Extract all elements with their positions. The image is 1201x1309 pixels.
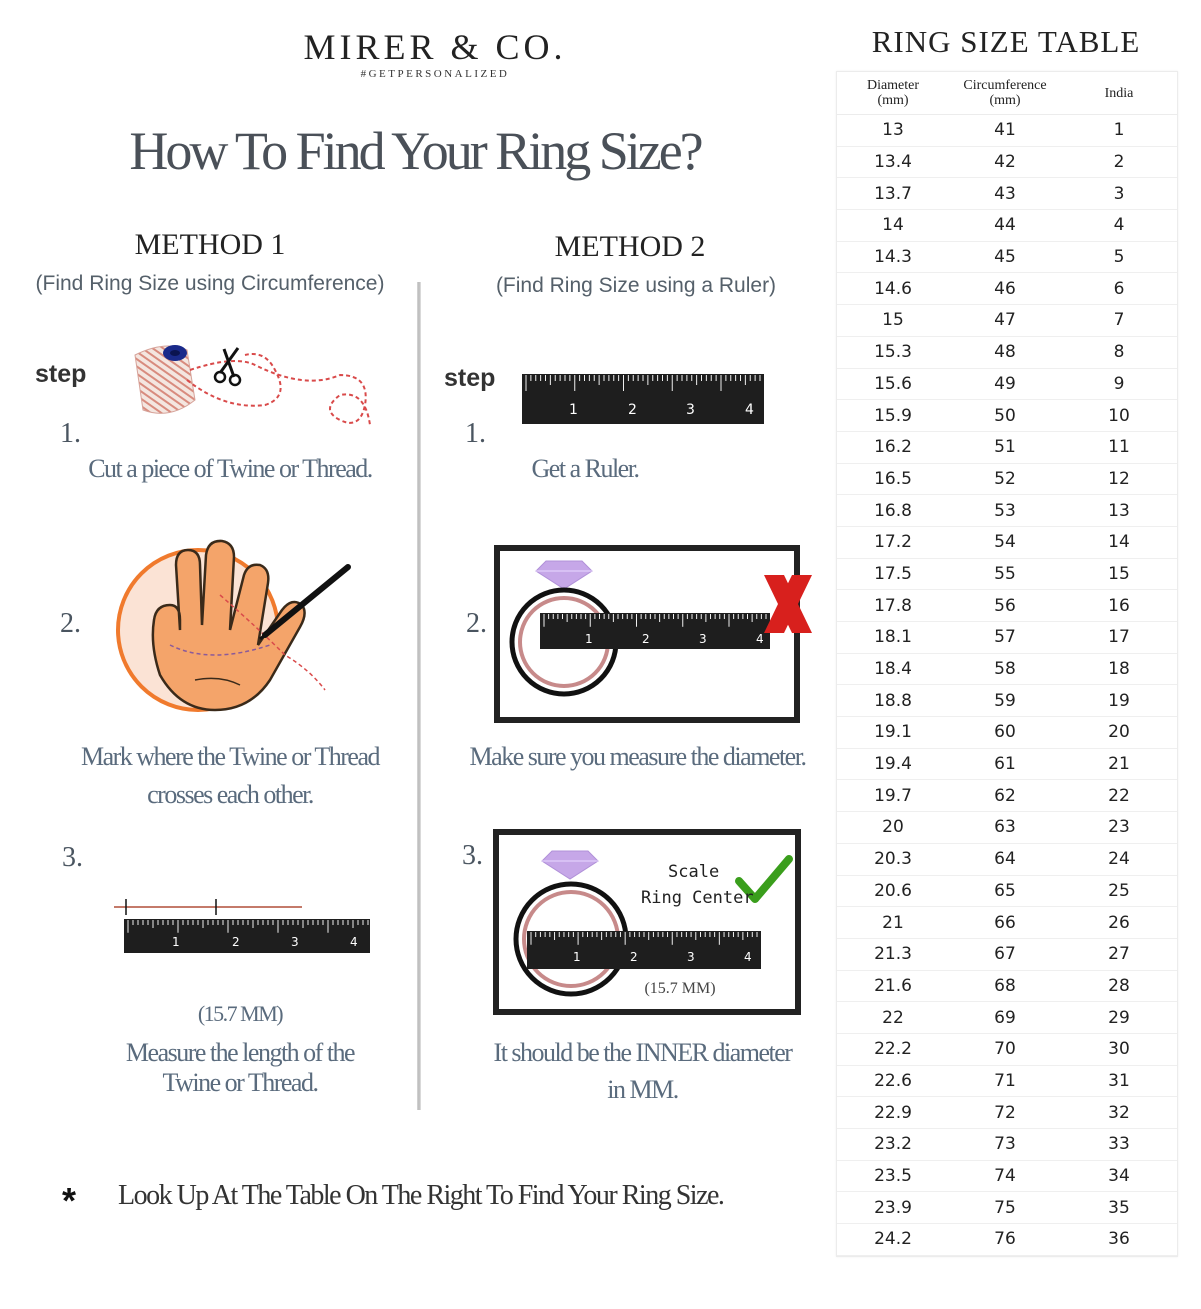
table-row (837, 463, 1177, 495)
cell-india: 3 (1061, 178, 1177, 210)
ruler-c-number-1: 1 (585, 632, 593, 646)
cell-diameter: 22.6 (837, 1065, 949, 1097)
page-title: How To Find Your Ring Size? (129, 121, 701, 181)
table-row (837, 210, 1177, 242)
table-row (837, 1224, 1177, 1256)
cell-diameter: 14.6 (837, 273, 949, 305)
ring-size-table-title: RING SIZE TABLE (871, 24, 1141, 59)
cell-diameter: 15.6 (837, 368, 949, 400)
method1-step3-measure: (15.7 MM) (197, 1001, 283, 1026)
cell-india: 17 (1061, 622, 1177, 654)
method2-step1-number: 1. (465, 418, 486, 449)
cell-india: 22 (1061, 780, 1177, 812)
cell-diameter: 23.9 (837, 1192, 949, 1224)
method1-title: METHOD 1 (134, 228, 286, 261)
cell-circumference: 57 (949, 622, 1061, 654)
cell-circumference: 44 (949, 210, 1061, 242)
table-row (837, 1002, 1177, 1034)
cell-circumference: 49 (949, 368, 1061, 400)
ruler-c-number-4: 4 (756, 632, 764, 646)
brand-name: MIRER & CO. (303, 27, 567, 67)
ruler-a-number-4: 4 (350, 935, 358, 949)
table-row (837, 1129, 1177, 1161)
cell-india: 18 (1061, 653, 1177, 685)
table-row (837, 970, 1177, 1002)
header-india-line1: India (1104, 85, 1134, 101)
table-row (837, 1065, 1177, 1097)
cell-diameter: 22.2 (837, 1033, 949, 1065)
table-row (837, 590, 1177, 622)
cell-india: 5 (1061, 241, 1177, 273)
cell-circumference: 67 (949, 938, 1061, 970)
cell-circumference: 48 (949, 336, 1061, 368)
cell-circumference: 70 (949, 1033, 1061, 1065)
method2-step2-number: 2. (466, 608, 487, 639)
cell-india: 1 (1061, 115, 1177, 147)
cell-diameter: 17.5 (837, 558, 949, 590)
table-row (837, 875, 1177, 907)
method1-step2-text-line2: crosses each other. (147, 780, 313, 809)
header-india (1061, 72, 1177, 115)
cell-circumference: 52 (949, 463, 1061, 495)
method2-step3-text-line1: It should be the INNER diameter (493, 1038, 792, 1067)
cell-diameter: 15 (837, 305, 949, 337)
cell-india: 14 (1061, 526, 1177, 558)
table-row (837, 273, 1177, 305)
cell-circumference: 60 (949, 717, 1061, 749)
method2-step1-text: Get a Ruler. (531, 454, 639, 483)
cell-diameter: 22 (837, 1002, 949, 1034)
cell-india: 16 (1061, 590, 1177, 622)
header-circumference-line1: Circumference (963, 78, 1047, 93)
table-row (837, 1097, 1177, 1129)
table-row (837, 622, 1177, 654)
cell-circumference: 72 (949, 1097, 1061, 1129)
cell-india: 36 (1061, 1224, 1177, 1256)
table-row (837, 305, 1177, 337)
cell-india: 25 (1061, 875, 1177, 907)
cell-india: 24 (1061, 843, 1177, 875)
cell-diameter: 18.1 (837, 622, 949, 654)
cell-diameter: 13.4 (837, 146, 949, 178)
ruler-b-number-4: 4 (745, 402, 754, 418)
header-circumference-line2: (mm) (989, 93, 1021, 108)
ruler-c-number-3: 3 (699, 632, 707, 646)
cell-circumference: 66 (949, 907, 1061, 939)
cell-diameter: 13 (837, 115, 949, 147)
table-row (837, 431, 1177, 463)
cell-circumference: 62 (949, 780, 1061, 812)
cell-circumference: 71 (949, 1065, 1061, 1097)
cell-diameter: 19.4 (837, 748, 949, 780)
table-row (837, 146, 1177, 178)
method-divider (417, 282, 421, 1110)
cell-india: 29 (1061, 1002, 1177, 1034)
cell-diameter: 18.8 (837, 685, 949, 717)
cell-circumference: 68 (949, 970, 1061, 1002)
cell-diameter: 16.2 (837, 431, 949, 463)
ruler-b-number-3: 3 (686, 402, 695, 418)
hand-measure-icon (110, 535, 360, 725)
cell-diameter: 24.2 (837, 1224, 949, 1256)
table-row (837, 780, 1177, 812)
cell-diameter: 16.5 (837, 463, 949, 495)
cell-circumference: 74 (949, 1160, 1061, 1192)
cell-india: 8 (1061, 336, 1177, 368)
cell-diameter: 15.9 (837, 400, 949, 432)
cell-circumference: 46 (949, 273, 1061, 305)
method2-step2-text: Make sure you measure the diameter. (469, 742, 806, 771)
cell-diameter: 18.4 (837, 653, 949, 685)
table-row (837, 1160, 1177, 1192)
cell-india: 11 (1061, 431, 1177, 463)
cell-diameter: 21.3 (837, 938, 949, 970)
wrong-measure-illustration (494, 545, 814, 723)
method1-step1-number: 1. (60, 418, 81, 449)
method1-subtitle: (Find Ring Size using Circumference) (35, 272, 385, 295)
cell-circumference: 76 (949, 1224, 1061, 1256)
footnote-asterisk: * (62, 1180, 77, 1221)
cell-diameter: 23.2 (837, 1129, 949, 1161)
cell-india: 10 (1061, 400, 1177, 432)
table-row (837, 907, 1177, 939)
cell-diameter: 21.6 (837, 970, 949, 1002)
ruler-d-number-2: 2 (630, 950, 638, 964)
ring-center-label: Ring Center (641, 888, 754, 908)
table-row (837, 400, 1177, 432)
method1-step3-number: 3. (62, 842, 83, 873)
ruler-d-number-1: 1 (573, 950, 581, 964)
header-diameter-line2: (mm) (877, 93, 909, 108)
table-row (837, 653, 1177, 685)
cell-diameter: 23.5 (837, 1160, 949, 1192)
ruler-a-number-2: 2 (232, 935, 240, 949)
ruler-b-number-2: 2 (628, 402, 637, 418)
cell-circumference: 53 (949, 495, 1061, 527)
cell-circumference: 47 (949, 305, 1061, 337)
cell-diameter: 17.2 (837, 526, 949, 558)
ruler-d-number-4: 4 (744, 950, 752, 964)
method2-step-word: step (444, 364, 496, 392)
cell-india: 12 (1061, 463, 1177, 495)
cell-circumference: 50 (949, 400, 1061, 432)
cell-diameter: 13.7 (837, 178, 949, 210)
table-row (837, 748, 1177, 780)
cell-india: 31 (1061, 1065, 1177, 1097)
table-row (837, 685, 1177, 717)
table-row (837, 495, 1177, 527)
method1-step2-text-line1: Mark where the Twine or Thread (80, 742, 380, 771)
cell-circumference: 55 (949, 558, 1061, 590)
table-row (837, 843, 1177, 875)
cell-india: 19 (1061, 685, 1177, 717)
cell-diameter: 21 (837, 907, 949, 939)
cell-india: 7 (1061, 305, 1177, 337)
cell-circumference: 58 (949, 653, 1061, 685)
cell-circumference: 75 (949, 1192, 1061, 1224)
cell-india: 21 (1061, 748, 1177, 780)
ruler-d-number-3: 3 (687, 950, 695, 964)
ruler-a-number-3: 3 (291, 935, 299, 949)
cell-india: 9 (1061, 368, 1177, 400)
method2-step3-text-line2: in MM. (607, 1075, 678, 1104)
cell-india: 6 (1061, 273, 1177, 305)
cell-india: 26 (1061, 907, 1177, 939)
header-circumference (949, 72, 1061, 115)
cell-circumference: 59 (949, 685, 1061, 717)
ruler-a-number-1: 1 (172, 935, 180, 949)
table-row (837, 717, 1177, 749)
method2-step3-number: 3. (462, 840, 483, 871)
brand-tagline: #GETPERSONALIZED (360, 68, 510, 80)
table-row (837, 115, 1177, 147)
cell-circumference: 64 (949, 843, 1061, 875)
scale-label: Scale (668, 862, 720, 882)
cell-circumference: 69 (949, 1002, 1061, 1034)
table-row (837, 812, 1177, 844)
cell-diameter: 15.3 (837, 336, 949, 368)
cell-circumference: 43 (949, 178, 1061, 210)
cell-diameter: 20 (837, 812, 949, 844)
table-row (837, 368, 1177, 400)
cell-circumference: 41 (949, 115, 1061, 147)
cell-circumference: 56 (949, 590, 1061, 622)
cell-circumference: 73 (949, 1129, 1061, 1161)
cell-india: 27 (1061, 938, 1177, 970)
table-row (837, 178, 1177, 210)
method2-title: METHOD 2 (554, 230, 706, 263)
method1-step3-text-line1: Measure the length of the (125, 1038, 355, 1067)
method1-step1-text: Cut a piece of Twine or Thread. (88, 454, 372, 483)
ruler-b-number-1: 1 (569, 402, 578, 418)
cell-india: 4 (1061, 210, 1177, 242)
cell-india: 20 (1061, 717, 1177, 749)
cell-circumference: 63 (949, 812, 1061, 844)
cell-india: 32 (1061, 1097, 1177, 1129)
cell-diameter: 17.8 (837, 590, 949, 622)
method1-step2-number: 2. (60, 608, 81, 639)
table-row (837, 336, 1177, 368)
cell-diameter: 20.3 (837, 843, 949, 875)
header-diameter-line1: Diameter (866, 78, 920, 93)
table-row (837, 241, 1177, 273)
cell-india: 15 (1061, 558, 1177, 590)
cell-india: 34 (1061, 1160, 1177, 1192)
cell-circumference: 42 (949, 146, 1061, 178)
method1-step3-text-line2: Twine or Thread. (162, 1068, 318, 1097)
method2-subtitle: (Find Ring Size using a Ruler) (495, 274, 777, 297)
table-header-row (837, 72, 1177, 115)
cell-circumference: 45 (949, 241, 1061, 273)
thread-on-ruler-icon (112, 895, 374, 957)
cell-diameter: 19.1 (837, 717, 949, 749)
ruler-c-number-2: 2 (642, 632, 650, 646)
ruler-icon (522, 372, 766, 426)
cell-circumference: 61 (949, 748, 1061, 780)
table-row (837, 558, 1177, 590)
ring-size-grid (837, 72, 1177, 1256)
cell-diameter: 22.9 (837, 1097, 949, 1129)
twine-spool-scissors-icon (125, 335, 385, 440)
cell-circumference: 51 (949, 431, 1061, 463)
cell-india: 33 (1061, 1129, 1177, 1161)
cell-india: 2 (1061, 146, 1177, 178)
table-row (837, 938, 1177, 970)
cell-india: 28 (1061, 970, 1177, 1002)
ring-size-table (836, 71, 1178, 1257)
cell-diameter: 16.8 (837, 495, 949, 527)
cell-diameter: 19.7 (837, 780, 949, 812)
header-diameter (837, 72, 949, 115)
cell-diameter: 14.3 (837, 241, 949, 273)
cell-india: 35 (1061, 1192, 1177, 1224)
cell-circumference: 54 (949, 526, 1061, 558)
cell-diameter: 20.6 (837, 875, 949, 907)
table-row (837, 1192, 1177, 1224)
table-row (837, 526, 1177, 558)
cell-circumference: 65 (949, 875, 1061, 907)
cell-india: 23 (1061, 812, 1177, 844)
cell-india: 13 (1061, 495, 1177, 527)
method1-step-word: step (35, 360, 87, 388)
table-row (837, 1033, 1177, 1065)
cell-india: 30 (1061, 1033, 1177, 1065)
footnote-text: Look Up At The Table On The Right To Find Your Ring Size. (118, 1180, 724, 1211)
method2-step3-measure: (15.7 MM) (644, 980, 716, 997)
cell-diameter: 14 (837, 210, 949, 242)
